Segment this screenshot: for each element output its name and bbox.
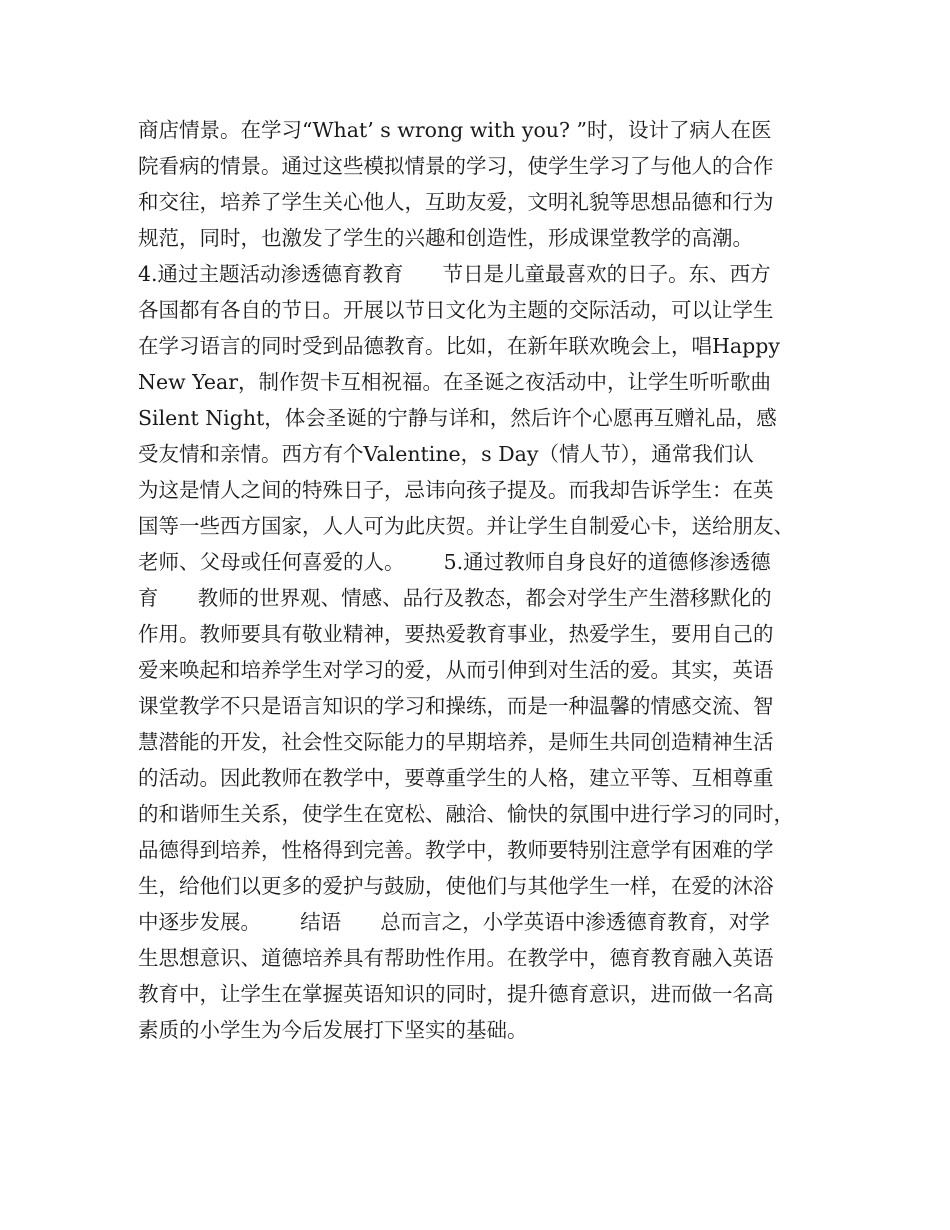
text-line: 国等一些西方国家，人人可为此庆贺。并让学生自制爱心卡，送给朋友、 <box>138 514 794 538</box>
text-line: 的和谐师生关系，使学生在宽松、融洽、愉快的氛围中进行学习的同时， <box>138 802 794 826</box>
text-line: Silent Night，体会圣诞的宁静与详和，然后许个心愿再互赠礼品，感 <box>138 406 777 430</box>
text-line: 课堂教学不只是语言知识的学习和操练，而是一种温馨的情感交流、智 <box>138 694 774 718</box>
text-line: New Year，制作贺卡互相祝福。在圣诞之夜活动中，让学生听听歌曲 <box>138 370 772 394</box>
text-line: 4.通过主题活动渗透德育教育 节日是儿童最喜欢的日子。东、西方 <box>138 262 771 286</box>
text-line: 爱来唤起和培养学生对学习的爱，从而引伸到对生活的爱。其实，英语 <box>138 658 774 682</box>
text-line: 中逐步发展。 结语 总而言之，小学英语中渗透德育教育，对学 <box>138 910 770 934</box>
text-line: 素质的小学生为今后发展打下坚实的基础。 <box>138 1018 528 1042</box>
text-line: 教育中，让学生在掌握英语知识的同时，提升德育意识，进而做一名高 <box>138 982 774 1006</box>
text-line: 育 教师的世界观、情感、品行及教态，都会对学生产生潜移默化的 <box>138 586 772 610</box>
text-line: 和交往，培养了学生关心他人，互助友爱，文明礼貌等思想品德和行为 <box>138 190 774 214</box>
text-line: 慧潜能的开发，社会性交际能力的早期培养，是师生共同创造精神生活 <box>138 730 774 754</box>
text-line: 规范，同时，也激发了学生的兴趣和创造性，形成课堂教学的高潮。 <box>138 226 753 250</box>
text-line: 在学习语言的同时受到品德教育。比如，在新年联欢晚会上，唱Happy <box>138 334 780 358</box>
text-line: 为这是情人之间的特殊日子，忌讳向孩子提及。而我却告诉学生：在英 <box>138 478 774 502</box>
text-line: 各国都有各自的节日。开展以节日文化为主题的交际活动，可以让学生 <box>138 298 774 322</box>
text-line: 老师、父母或任何喜爱的人。 5.通过教师自身良好的道德修渗透德 <box>138 550 771 574</box>
text-line: 品德得到培养，性格得到完善。教学中，教师要特别注意学有困难的学 <box>138 838 774 862</box>
text-line: 商店情景。在学习“What’ s wrong with you? ”时，设计了病人在医 <box>138 118 772 142</box>
text-line: 生思想意识、道德培养具有帮助性作用。在教学中，德育教育融入英语 <box>138 946 774 970</box>
text-line: 作用。教师要具有敬业精神，要热爱教育事业，热爱学生，要用自己的 <box>138 622 774 646</box>
text-line: 的活动。因此教师在教学中，要尊重学生的人格，建立平等、互相尊重 <box>138 766 774 790</box>
text-line: 生，给他们以更多的爱护与鼓励，使他们与其他学生一样，在爱的沐浴 <box>138 874 774 898</box>
body-text <box>138 112 828 1048</box>
text-line: 受友情和亲情。西方有个Valentine，s Day（情人节），通常我们认 <box>138 442 754 466</box>
text-line: 院看病的情景。通过这些模拟情景的学习，使学生学习了与他人的合作 <box>138 154 774 178</box>
